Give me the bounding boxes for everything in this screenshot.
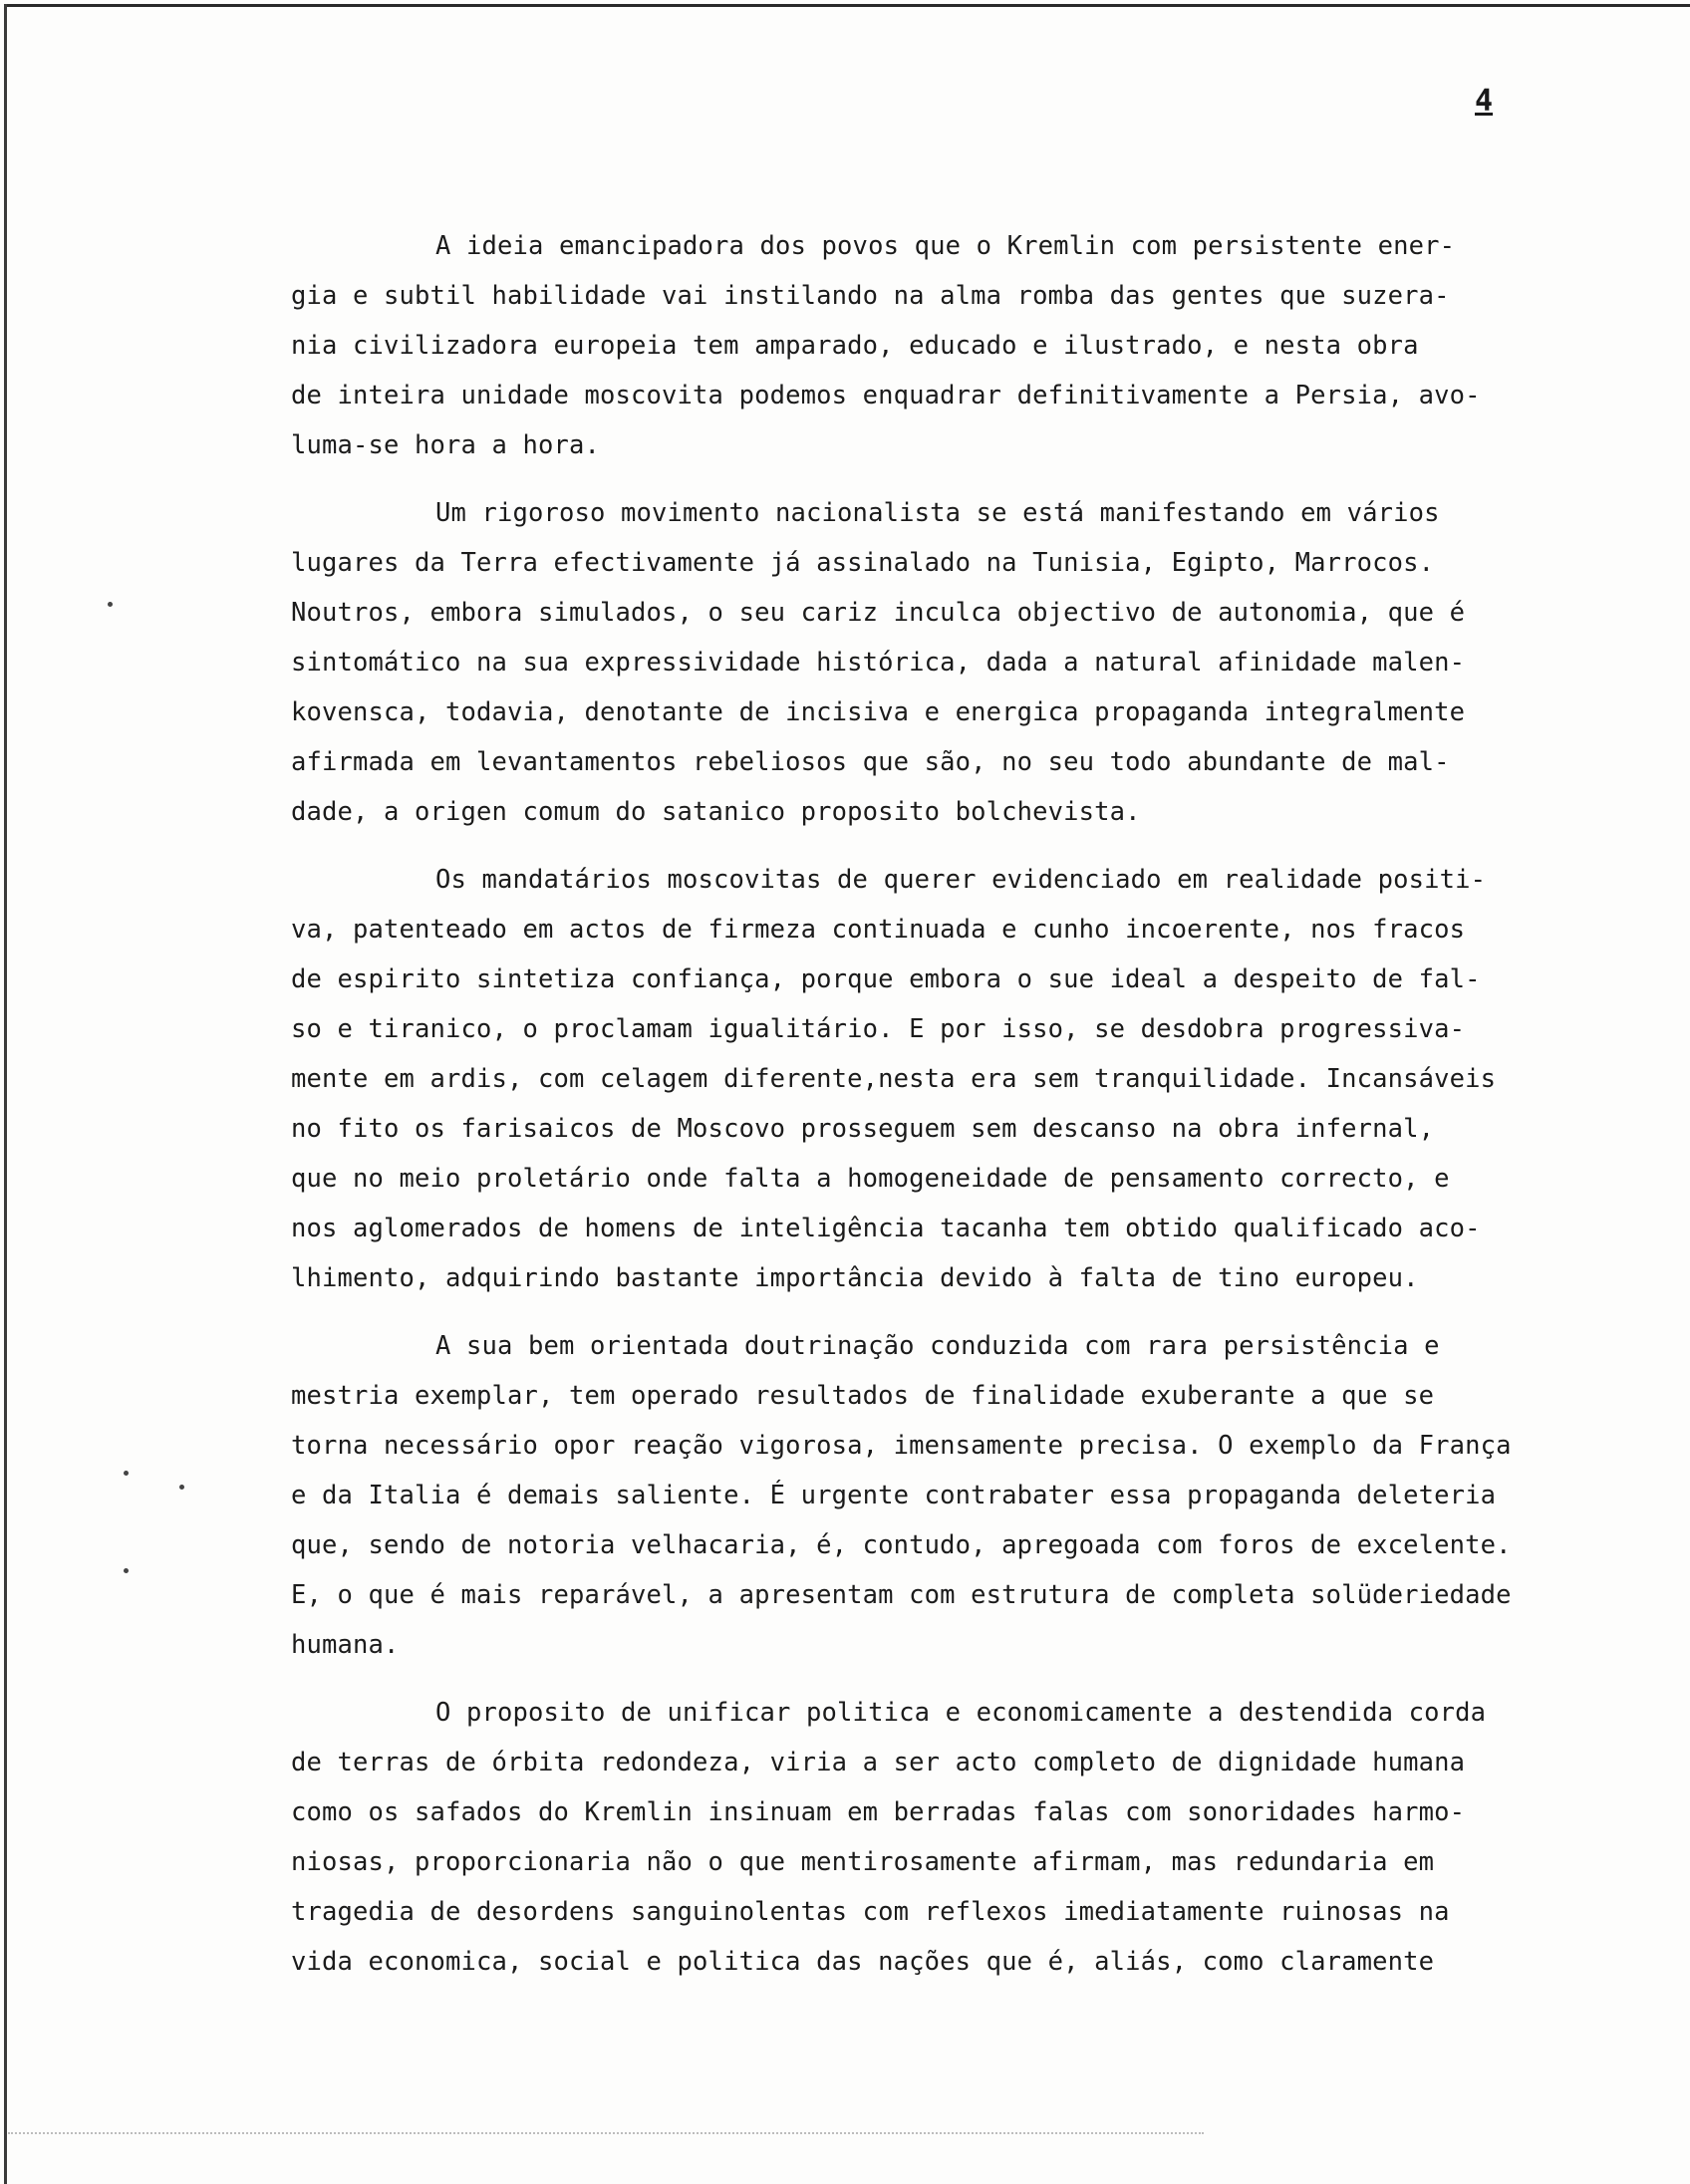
text-line: O proposito de unificar politica e economicamente a destendida corda [435, 1698, 1487, 1728]
paragraph [291, 855, 1616, 1303]
text-line: Os mandatários moscovitas de querer evidenciado em realidade positi- [435, 865, 1487, 895]
page-left-border [4, 4, 7, 2184]
text-line: mente em ardis, com celagem diferente,nesta era sem tranquilidade. Incansáveis [291, 1064, 1497, 1094]
text-line: afirmada em levantamentos rebeliosos que são, no seu todo abundante de mal- [291, 747, 1450, 777]
text-line: torna necessário opor reação vigorosa, imensamente precisa. O exemplo da França [291, 1431, 1512, 1461]
text-line: Noutros, embora simulados, o seu cariz inculca objectivo de autonomia, que é [291, 598, 1466, 628]
text-line: A sua bem orientada doutrinação conduzida com rara persistência e [435, 1331, 1440, 1361]
scan-speck [124, 1471, 129, 1476]
text-line: humana. [291, 1630, 400, 1660]
page-top-border [4, 4, 1690, 7]
text-line: que no meio proletário onde falta a homogeneidade de pensamento correcto, e [291, 1164, 1450, 1194]
scan-speck [108, 602, 113, 607]
text-line: sintomático na sua expressividade histórica, dada a natural afinidade malen- [291, 648, 1466, 678]
text-line: luma-se hora a hora. [291, 430, 601, 460]
text-line: nos aglomerados de homens de inteligência tacanha tem obtido qualificado aco- [291, 1214, 1481, 1243]
text-line: de terras de órbita redondeza, viria a ser acto completo de dignidade humana [291, 1748, 1466, 1777]
text-line: gia e subtil habilidade vai instilando na alma romba das gentes que suzera- [291, 281, 1450, 311]
text-line: no fito os farisaicos de Moscovo prosseguem sem descanso na obra infernal, [291, 1114, 1435, 1144]
text-line: mestria exemplar, tem operado resultados de finalidade exuberante a que se [291, 1381, 1435, 1411]
text-line: va, patenteado em actos de firmeza continuada e cunho incoerente, nos fracos [291, 915, 1466, 945]
document-body [291, 221, 1616, 2005]
text-line: vida economica, social e politica das nações que é, aliás, como claramente [291, 1947, 1435, 1977]
text-line: de inteira unidade moscovita podemos enquadrar definitivamente a Persia, avo- [291, 381, 1481, 410]
paragraph [291, 488, 1616, 837]
text-line: Um rigoroso movimento nacionalista se está manifestando em vários [435, 498, 1440, 528]
text-line: E, o que é mais reparável, a apresentam com estrutura de completa solüderiedade [291, 1580, 1512, 1610]
scan-speck [124, 1568, 129, 1573]
text-line: so e tiranico, o proclamam igualitário. E por isso, se desdobra progressiva- [291, 1014, 1466, 1044]
text-line: como os safados do Kremlin insinuam em berradas falas com sonoridades harmo- [291, 1797, 1466, 1827]
paragraph [291, 221, 1616, 470]
text-line: de espirito sintetiza confiança, porque embora o sue ideal a despeito de fal- [291, 964, 1481, 994]
scan-speck [179, 1485, 184, 1490]
scan-bottom-artifact [8, 2132, 1204, 2136]
text-line: kovensca, todavia, denotante de incisiva e energica propaganda integralmente [291, 697, 1466, 727]
page-number: 4 [1475, 84, 1494, 119]
text-line: nia civilizadora europeia tem amparado, educado e ilustrado, e nesta obra [291, 331, 1419, 361]
paragraph [291, 1688, 1616, 1987]
text-line: que, sendo de notoria velhacaria, é, contudo, apregoada com foros de excelente. [291, 1530, 1512, 1560]
text-line: tragedia de desordens sanguinolentas com reflexos imediatamente ruinosas na [291, 1897, 1450, 1927]
text-line: lugares da Terra efectivamente já assinalado na Tunisia, Egipto, Marrocos. [291, 548, 1435, 578]
text-line: e da Italia é demais saliente. É urgente contrabater essa propaganda deleteria [291, 1481, 1497, 1510]
text-line: A ideia emancipadora dos povos que o Kremlin com persistente ener- [435, 231, 1456, 261]
paragraph [291, 1321, 1616, 1670]
text-line: dade, a origen comum do satanico proposito bolchevista. [291, 797, 1141, 827]
text-line: niosas, proporcionaria não o que mentirosamente afirmam, mas redundaria em [291, 1847, 1435, 1877]
text-line: lhimento, adquirindo bastante importância devido à falta de tino europeu. [291, 1263, 1419, 1293]
